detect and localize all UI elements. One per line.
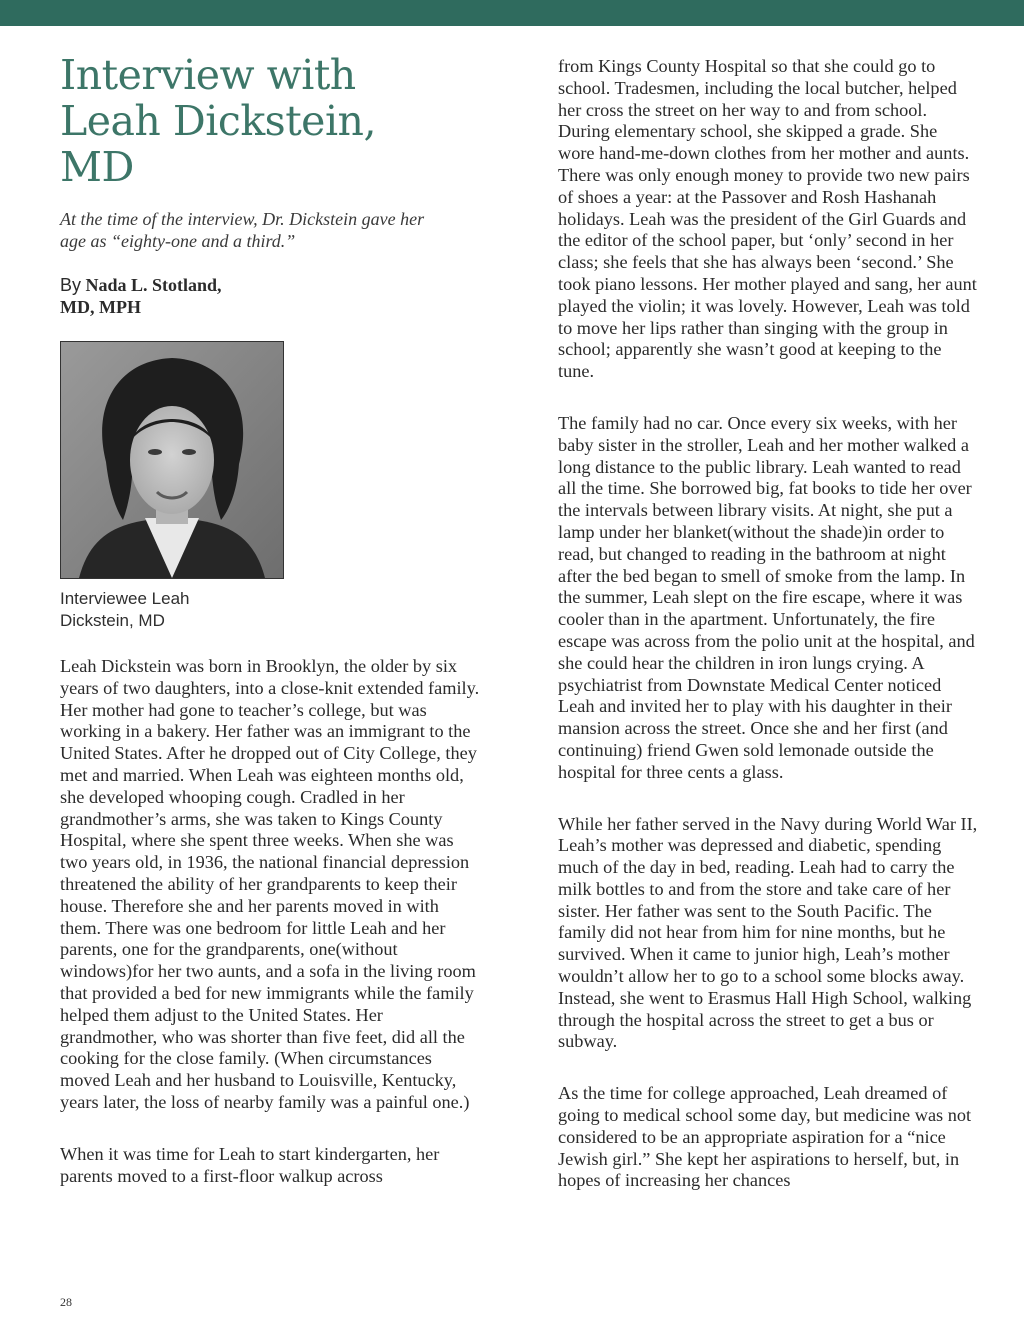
left-column [60, 656, 480, 1217]
portrait-illustration [61, 342, 283, 578]
title-line: MD [60, 143, 134, 191]
caption-line: Dickstein, MD [60, 611, 165, 630]
byline-prefix: By [60, 275, 82, 295]
title-line: Leah Dickstein, [60, 97, 376, 145]
subtitle-line: At the time of the interview, Dr. Dickstein gave her [60, 209, 425, 229]
caption-line: Interviewee Leah [60, 589, 190, 608]
body-paragraph: As the time for college approached, Leah dreamed of going to medical school some day, but medicine was not considered to be an appropriate aspiration for a “nice Jewish girl.” She kept her aspirations to herself, but, in hopes of increasing her chances [558, 1083, 972, 1191]
title-line: Interview with [60, 51, 356, 99]
portrait-photo [60, 341, 284, 579]
body-paragraph: While her father served in the Navy during World War II, Leah’s mother was depressed and diabetic, spending much of the day in bed, reading. Leah had to carry the milk bottles to and from the store and take care of her sister. Her father was sent to the South Pacific. The family did not hear from him for nine months, but he survived. When it came to junior high, Leah’s mother wouldn’t allow her to go to a school some blocks away. Instead, she went to Erasmus Hall High School, walking through the hospital across the street to get a bus or subway. [558, 813, 978, 1052]
right-column [558, 56, 978, 1222]
byline [60, 274, 360, 318]
top-color-band [0, 0, 1024, 26]
body-paragraph: from Kings County Hospital so that she could go to school. Tradesmen, including the local butcher, helped her cross the street on her way to and from school. During elementary school, she skipped a grade. She wore hand-me-down clothes from her mother and aunts. There was only enough money to provide two new pairs of shoes a year: at the Passover and Rosh Hashanah holidays. Leah was the president of the Girl Guards and the editor of the school paper, but ‘only’ second in her class; she feels that she has always been ‘second.’ She took piano lessons. Her mother played and sang, her aunt played the violin; it was lovely. However, Leah was told to move her lips rather than singing with the group in school; apparently she wasn’t good at keeping to the tune. [558, 56, 977, 382]
photo-caption [60, 588, 280, 632]
body-paragraph: The family had no car. Once every six weeks, with her baby sister in the stroller, Leah and her mother walked a long distance to the public library. Leah wanted to read all the time. She borrowed big, fat books to tide her over the intervals between library visits. At night, she put a lamp under her blanket(without the shade)in order to read, but changed to reading in the bathroom at night after the bed began to smell of smoke from the lamp. In the summer, Leah slept on the fire escape, where it was cooler than in the apartment. Unfortunately, the fire escape was across from the polio unit at the hospital, and she could hear the children in iron lungs crying. A psychiatrist from Downstate Medical Center noticed Leah and invited her to play with his daughter in their mansion across the street. Once she and her first (and continuing) friend Gwen sold lemonade outside the hospital for three cents a glass. [558, 412, 975, 782]
author-name: Nada L. Stotland, [85, 275, 222, 295]
page-number: 28 [60, 1295, 72, 1309]
article-subtitle [60, 208, 470, 252]
subtitle-line: age as “eighty-one and a third.” [60, 231, 296, 251]
body-paragraph: Leah Dickstein was born in Brooklyn, the older by six years of two daughters, into a close-knit extended family. Her mother had gone to teacher’s college, but was working in a bakery. Her father was an immigrant to the United States. After he dropped out of City College, they met and married. When Leah was eighteen months old, she developed whooping cough. Cradled in her grandmother’s arms, she was taken to Kings County Hospital, where she spent three weeks. When she was two years old, in 1936, the national financial depression threatened the ability of her grandparents to keep their house. Therefore she and her parents moved in with them. There was one bedroom for little Leah and her parents, one for the grandparents, one(without windows)for her two aunts, and a sofa in the living room that provided a bed for new immigrants while the family helped them adjust to the United States. Her grandmother, who was shorter than five feet, did all the cooking for the close family. (When circumstances moved Leah and her husband to Louisville, Kentucky, years later, the loss of nearby family was a painful one.) [60, 656, 480, 1112]
article-title [60, 52, 460, 190]
body-paragraph: When it was time for Leah to start kindergarten, her parents moved to a first-floor walkup across [60, 1143, 440, 1186]
author-credentials: MD, MPH [60, 297, 141, 317]
